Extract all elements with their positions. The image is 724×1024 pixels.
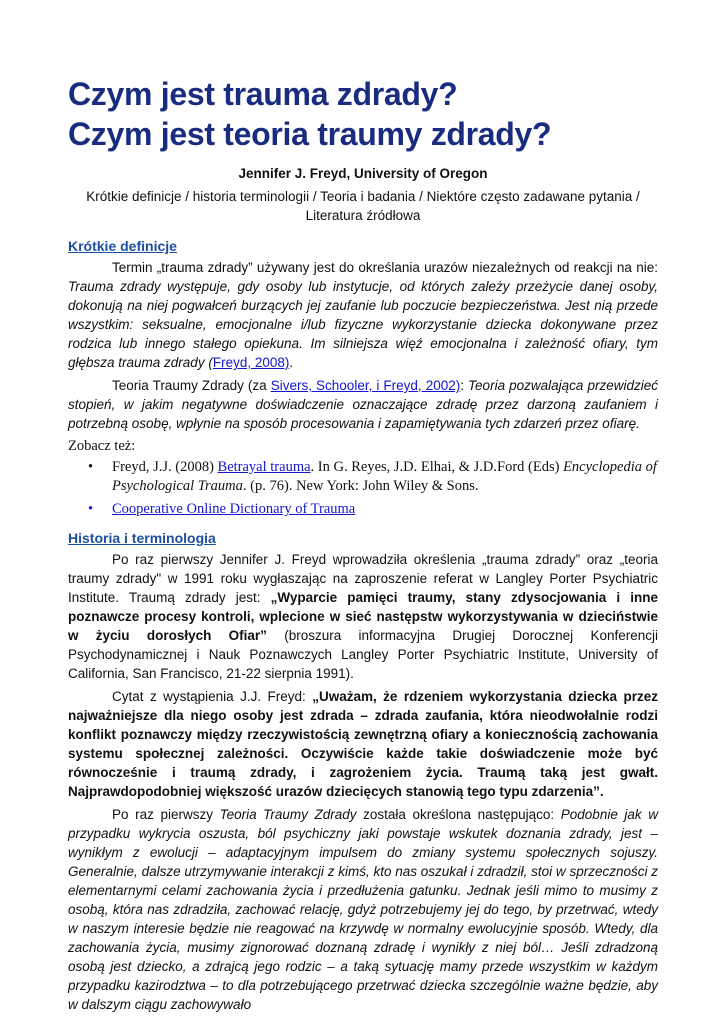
history-2-lead: Cytat z wystąpienia J.J. Freyd: (112, 689, 313, 704)
theory-paragraph (68, 376, 658, 433)
definition-paragraph (68, 258, 658, 372)
document-page (68, 74, 658, 1014)
history-1-bold: „Wyparcie pamięci traumy, stany zdysocjowania i inne poznawcze procesy kontroli, wplecione w sieć następstw wykorzystywania w dzieciństwie w życiu dorosłych Ofiar” (68, 590, 659, 643)
title-line-1: Czym jest trauma zdrady? (68, 76, 458, 112)
history-3-lead: Po raz pierwszy (112, 807, 220, 822)
author-line: Jennifer J. Freyd, University of Oregon (238, 166, 488, 181)
reference-list (68, 458, 658, 519)
history-3-term: Teoria Traumy Zdrady (219, 807, 357, 822)
history-1-end: (broszura informacyjna Drugiej Dorocznej Konferencji Psychodynamicznej i Nauk Poznawczych Langley Porter Psychiatric Institute, University of California, San Francisco, 21-22 sierpnia 1991). (68, 628, 658, 681)
ref1-after: . (p. 76). New York: John Wiley & Sons. (242, 478, 479, 494)
table-of-contents: Krótkie definicje / historia terminologii / Teoria i badania / Niektóre często zadawane pytania / Literatura źródłowa (86, 189, 640, 223)
history-paragraph-1 (68, 550, 658, 683)
theory-italic: Teoria pozwalająca przewidzieć stopień, w jakim negatywne doświadczenie oznaczające zdradę przez darzoną zaufaniem i potrzebną osobę, wpłynie na sposób procesowania i zapamiętywania tych zdarzeń przez ofiarę. (68, 378, 658, 431)
section-heading-history: Historia i terminologia (68, 530, 216, 546)
freyd-2008-link[interactable]: Freyd, 2008) (212, 355, 290, 370)
definition-lead: Termin „trauma zdrady” używany jest do określania urazów niezależnych od reakcji na nie: (112, 260, 658, 275)
theory-colon: : (460, 378, 469, 393)
list-item (88, 458, 658, 496)
trauma-dictionary-link[interactable]: Cooperative Online Dictionary of Trauma (112, 501, 356, 517)
ref1-before: Freyd, J.J. (2008) (112, 459, 218, 475)
history-1-lead: Po raz pierwszy Jennifer J. Freyd wprowadziła określenia „trauma zdrady” oraz „teoria traumy zdrady" w 1991 roku wygłaszając na zaproszenie referat w Langley Porter Psychiatric Institute. Traumą zdrady jest: (68, 552, 658, 605)
see-also-label: Zobacz też: (68, 438, 136, 454)
section-heading-definitions: Krótkie definicje (68, 238, 177, 254)
theory-lead: Teoria Traumy Zdrady (za (112, 378, 271, 393)
history-paragraph-3 (68, 805, 658, 1014)
history-paragraph-2 (68, 687, 658, 801)
history-3-middle: została określona następująco: (356, 807, 561, 822)
bullet-icon: • (88, 459, 94, 475)
list-item (88, 500, 658, 519)
ref1-italic: Encyclopedia of Psychological Trauma (112, 459, 657, 494)
betrayal-trauma-link[interactable]: Betrayal trauma (217, 459, 311, 475)
definition-end: . (289, 355, 294, 370)
bullet-icon: • (88, 501, 94, 517)
definition-italic: Trauma zdrady występuje, gdy osoby lub instytucje, od których zależy przeżycie danej osoby, dokonują na niej pogwałceń burzących jej zaufanie lub poczucie bezpieczeństwa. Jest nią przede wszystkim: seksualne, emocjonalne i/lub fizyczne wykorzystanie dziecka dokonywane przez rodzica lub innego stałego opiekuna. Im silniejsza więź emocjonalna i zależność ofiary, tym głębsza trauma zdrady ( (68, 279, 658, 370)
history-2-bold: „Uważam, że rdzeniem wykorzystania dziecka przez najważniejsze dla niego osoby jest zdrada – zdrada zaufania, która nieodwołalnie rodzi konflikt poznawczy między rzeczywistością zewnętrzną ofiary a koniecznością zachowania systemu społecznej zależności. Oczywiście każde takie doświadczenie może być równocześnie i traumą zdrady, i zagrożeniem życia. Traumą taką jest gwałt. Najprawdopodobniej większość urazów dziecięcych stanowią tego typu zdarzenia”. (68, 689, 658, 799)
sivers-2002-link[interactable]: Sivers, Schooler, i Freyd, 2002) (270, 378, 461, 393)
title-line-2: Czym jest teoria traumy zdrady? (68, 116, 552, 152)
history-3-italic: Podobnie jak w przypadku wykrycia oszusta, ból psychiczny jaki powstaje wskutek doznania zdrady, jest – wynikłym z ewolucji – adaptacyjnym impulsem do zmiany systemu społecznych sojuszy. Generalnie, dalsze utrzymywanie interakcji z kimś, kto nas oszukał i zdradził, stoi w sprzeczności z elementarnymi celami zachowania życia i przedłużenia gatunku. Jednak jeśli mimo to musimy z osobą, która nas zdradziła, zachować relację, gdyż potrzebujemy jej do tego, by przetrwać, wtedy w naszym interesie będzie nie reagować na krzywdę w normalny ewolucyjnie sposób. Wtedy, dla zachowania życia, musimy zignorować doznaną zdradę i wynikły z niej ból… Jeśli zdradzoną osobą jest dziecko, a zdrajcą jego rodzic – a taką sytuację mamy przede wszystkim w każdym przypadku kazirodztwa – to dla potrzebującego przetrwać dziecka szczególnie ważne będzie, aby w dalszym ciągu zachowywało (68, 807, 659, 1012)
ref1-middle: . In G. Reyes, J.D. Elhai, & J.D.Ford (Eds) (310, 459, 564, 475)
page-title (68, 74, 658, 154)
